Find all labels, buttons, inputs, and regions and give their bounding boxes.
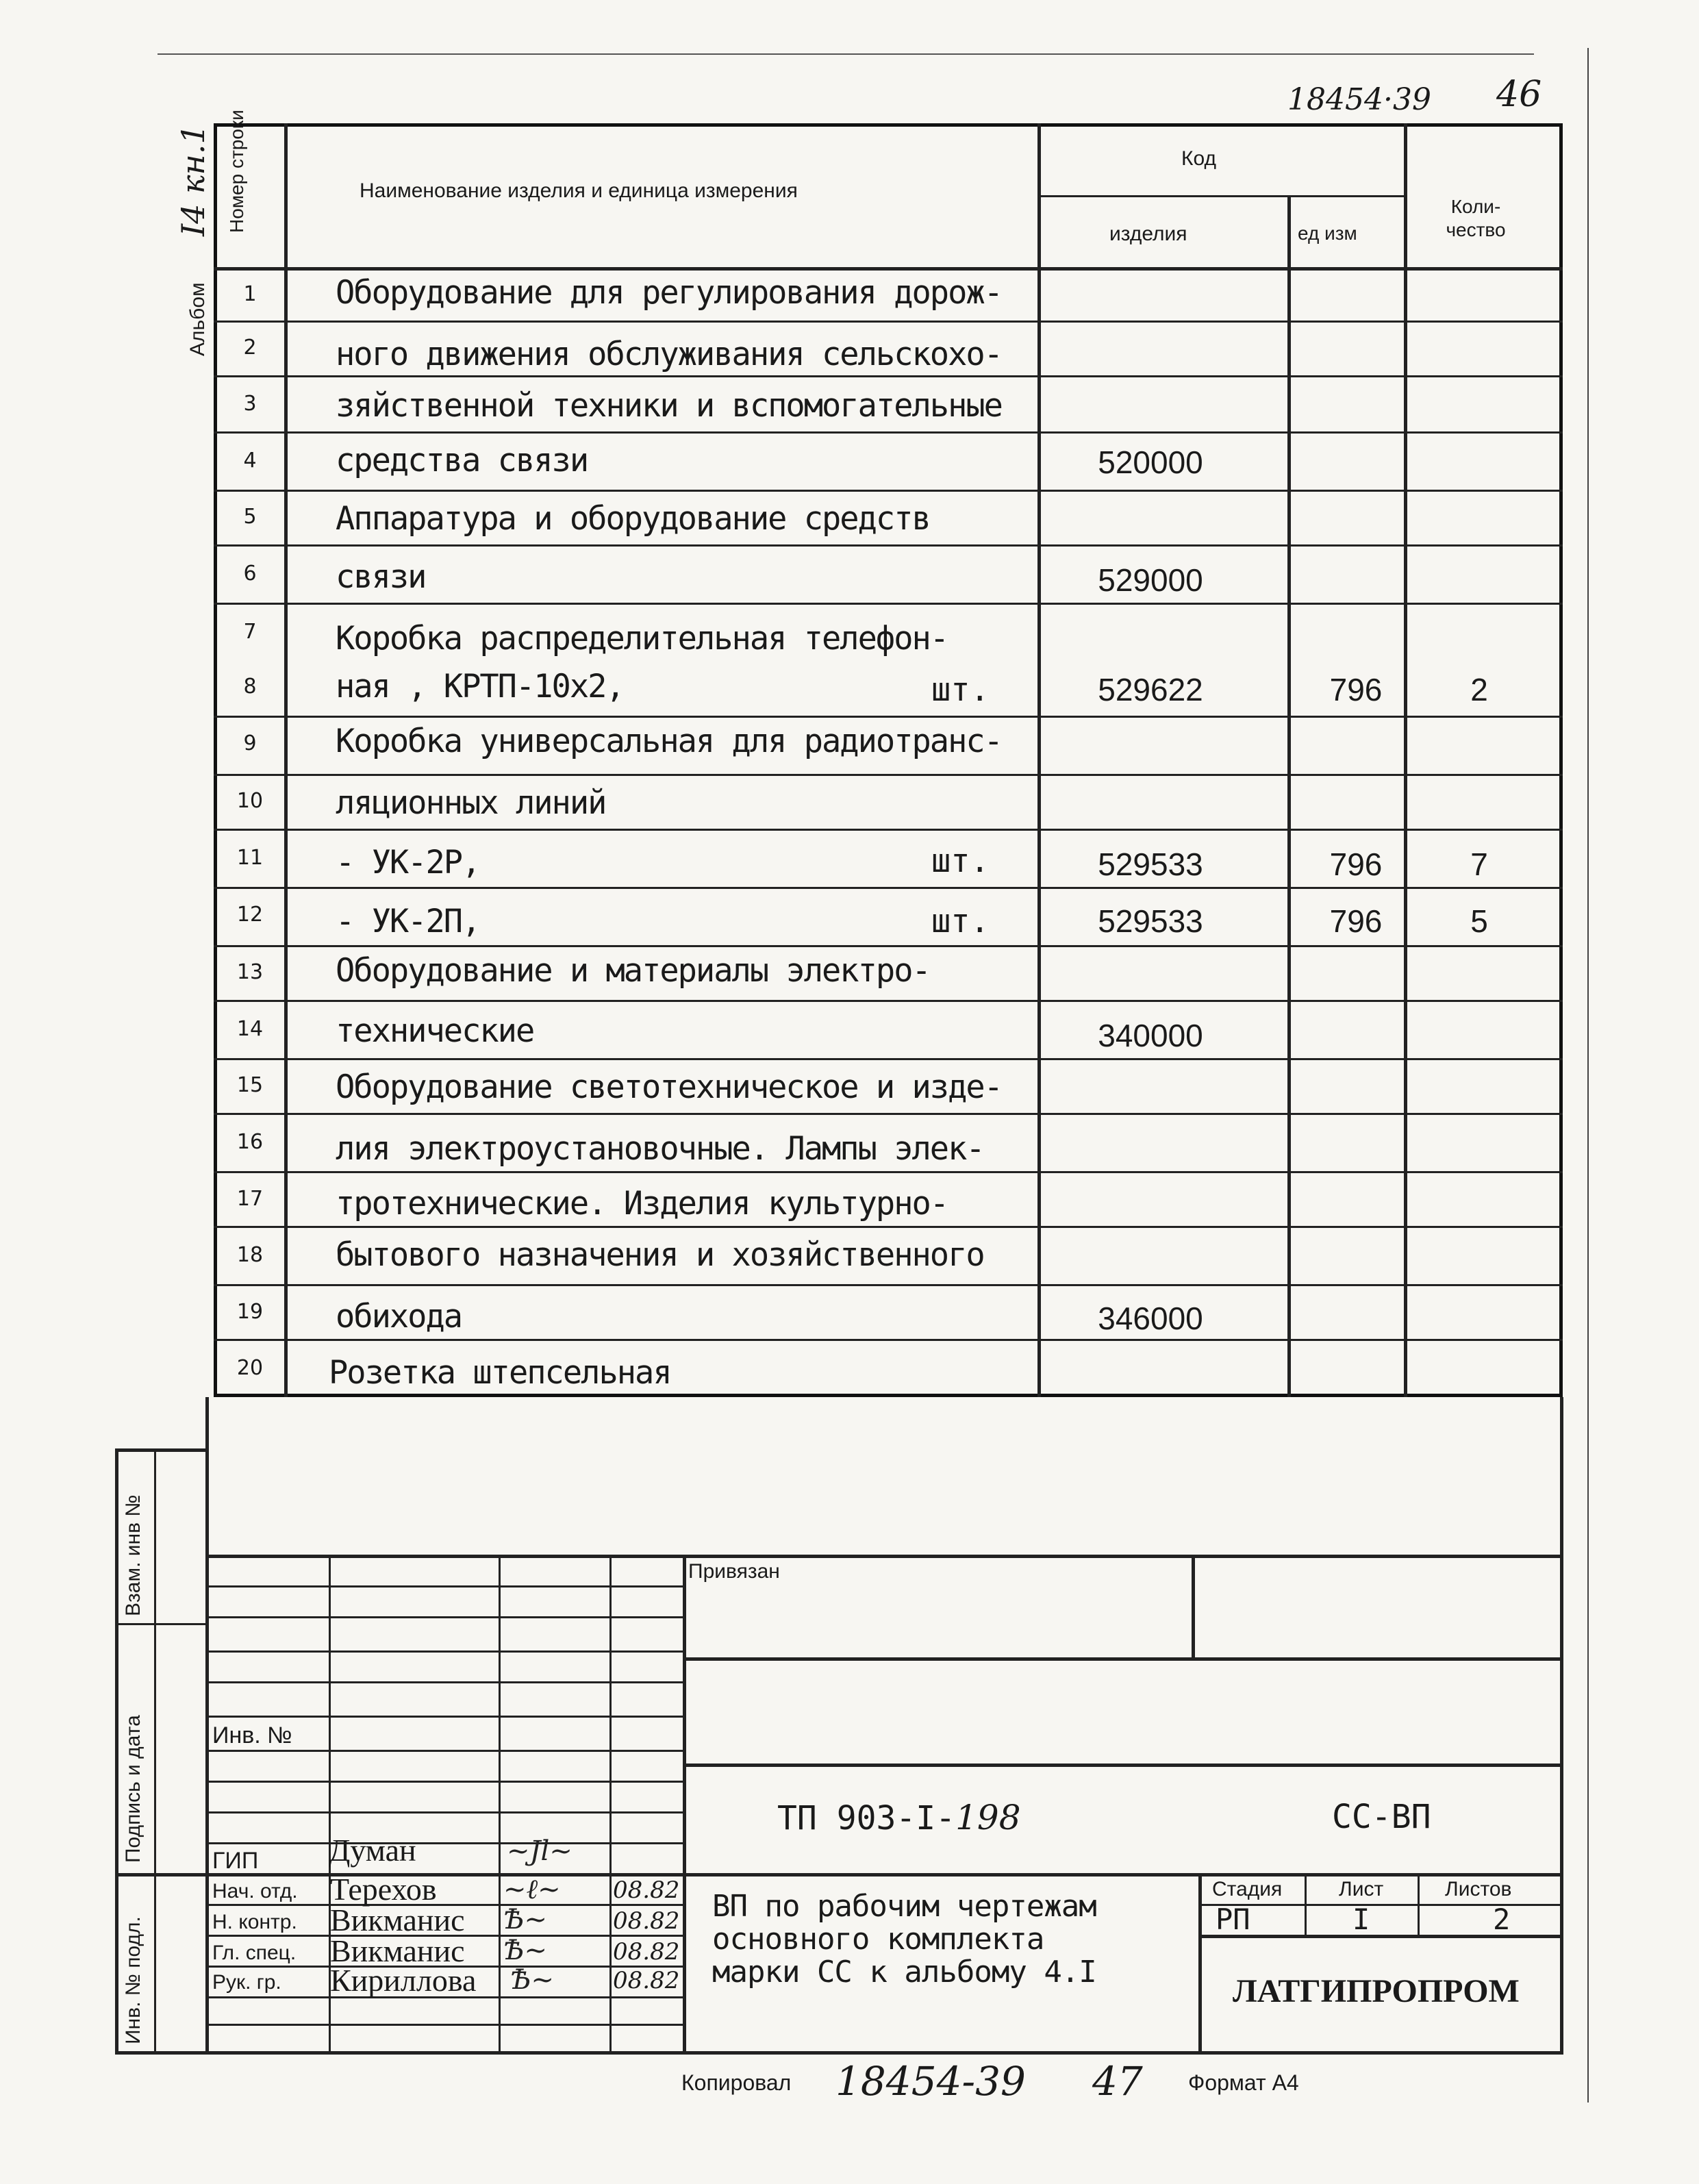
stamp-col-privyazan: [1192, 1555, 1195, 1657]
side-vzam-inv: Взам. инв №: [122, 1494, 144, 1616]
row-number: 18: [236, 1243, 264, 1267]
frame-left: [205, 1397, 209, 2055]
row-number: 5: [243, 505, 257, 529]
row-number: 13: [236, 960, 264, 984]
row-code: 346000: [1098, 1301, 1203, 1336]
stamp-role: Рук. гр.: [212, 1971, 281, 1994]
stamp-row: [205, 1842, 683, 1844]
row-unit-code: 796: [1329, 672, 1383, 707]
side-strip-left: [115, 1448, 118, 2051]
row-unit: шт.: [931, 903, 990, 940]
row-line: [214, 1284, 1563, 1286]
stamp-date: 08.82: [613, 1907, 680, 1935]
row-number: 11: [236, 846, 264, 870]
frame-right: [1560, 1397, 1563, 2055]
row-text: зяйственной техники и вспомогательные: [336, 387, 1002, 425]
row-line: [214, 490, 1563, 492]
side-strip-line: [115, 1623, 207, 1625]
stamp-tp-code-handwritten: 198: [955, 1798, 1021, 1837]
stamp-title-line: марки СС к альбому 4.I: [712, 1955, 1096, 1990]
row-quantity: 7: [1470, 846, 1488, 882]
stamp-person-name: Викманис: [330, 1903, 465, 1937]
side-strip-inner: [154, 1448, 156, 2051]
row-text: связи: [336, 558, 426, 596]
stamp-role: Н. контр.: [212, 1911, 297, 1933]
footer-copied-page: 47: [1092, 2058, 1143, 2105]
row-text: лия электроустановочные. Лампы элек-: [336, 1130, 984, 1168]
stamp-title-line: ВП по рабочим чертежам: [712, 1889, 1096, 1924]
row-code: 340000: [1098, 1018, 1203, 1053]
stamp-row: [205, 1616, 683, 1618]
row-line: [214, 1113, 1563, 1115]
stamp-title-top: [683, 1873, 1563, 1877]
row-unit: шт.: [931, 671, 990, 709]
stamp-title-line: основного комплекта: [712, 1922, 1044, 1957]
side-strip-top: [115, 1448, 207, 1452]
row-text: Аппаратура и оборудование средств: [336, 500, 930, 538]
header-row-number: Номер строки: [226, 110, 247, 233]
stamp-role: Нач. отд.: [212, 1880, 298, 1903]
row-text: технические: [336, 1012, 534, 1050]
row-text: бытового назначения и хозяйственного: [336, 1236, 984, 1274]
stamp-col: [499, 1555, 501, 2051]
row-line: [214, 1058, 1563, 1060]
header-bottom-line: [214, 267, 1563, 271]
row-number: 8: [243, 675, 257, 699]
row-text: Коробка универсальная для радиотранс-: [336, 723, 1002, 760]
row-line: [214, 945, 1563, 947]
row-text: тротехнические. Изделия культурно-: [336, 1185, 948, 1222]
row-line: [214, 716, 1563, 718]
row-code: 520000: [1098, 444, 1203, 480]
stamp-row: [205, 1716, 683, 1718]
row-number: 2: [243, 336, 257, 360]
stamp-row: [205, 1811, 683, 1813]
footer-copied-label: Копировал: [681, 2070, 792, 2095]
row-line: [214, 375, 1563, 377]
row-text: средства связи: [336, 442, 588, 479]
stamp-tp-code-printed: ТП 903-I-: [777, 1799, 956, 1837]
stamp-signature: Ѣ~: [503, 1904, 547, 1935]
stamp-sheet-label: Лист: [1339, 1878, 1384, 1900]
stamp-person-name: Думан: [329, 1833, 416, 1868]
row-code: 529622: [1098, 672, 1203, 707]
row-line: [214, 431, 1563, 434]
stamp-privyazan-bottom: [683, 1657, 1563, 1661]
row-line: [214, 1339, 1563, 1341]
header-code-unit: ед изм: [1298, 223, 1357, 244]
row-number: 7: [243, 620, 257, 644]
side-podpis-data: Подпись и дата: [122, 1715, 144, 1863]
row-number: 17: [236, 1187, 264, 1211]
row-line: [214, 887, 1563, 889]
row-quantity: 2: [1470, 672, 1488, 707]
page-edge-right: [1587, 48, 1589, 2103]
row-number: 1: [243, 282, 257, 306]
col-line-code: [1037, 123, 1041, 1397]
stamp-row: [205, 1681, 683, 1683]
top-rule: [158, 53, 1534, 55]
frame-bottom: [115, 2051, 1563, 2055]
stamp-signature: Ѣ~: [503, 1935, 547, 1966]
stamp-inv-no: Инв. №: [212, 1722, 292, 1748]
row-number: 3: [243, 392, 257, 416]
row-line: [214, 1226, 1563, 1228]
stamp-date: 08.82: [613, 1967, 680, 1994]
row-number: 14: [236, 1017, 264, 1041]
stamp-signature: ~ℓ~: [503, 1874, 561, 1905]
stamp-top: [205, 1555, 1563, 1558]
row-number: 20: [236, 1356, 264, 1380]
stamp-row: [205, 1750, 683, 1752]
row-unit: шт.: [931, 842, 990, 880]
row-line: [214, 774, 1563, 776]
row-number: 15: [236, 1073, 264, 1097]
stamp-privyazan: Привязан: [688, 1560, 780, 1583]
album-value: I4 кн.1: [175, 124, 212, 236]
row-line: [214, 321, 1563, 323]
row-code: 529533: [1098, 903, 1203, 939]
stamp-row: [205, 2024, 683, 2026]
row-number: 6: [243, 562, 257, 586]
row-code: 529000: [1098, 562, 1203, 598]
stamp-signature: Ѣ~: [510, 1964, 554, 1996]
row-line: [214, 1171, 1563, 1173]
header-qty: Коли-чество: [1446, 196, 1506, 240]
row-line: [214, 829, 1563, 831]
stamp-col-main: [683, 1555, 686, 2051]
stamp-organization: ЛАТГИПРОПРОМ: [1233, 1973, 1520, 2009]
stamp-date: 08.82: [613, 1938, 680, 1966]
row-text: ная , КРТП-10х2,: [336, 668, 624, 705]
row-text: ляционных линий: [336, 784, 606, 822]
footer-format: Формат А4: [1188, 2070, 1299, 2095]
stamp-col: [609, 1555, 612, 2051]
row-line: [214, 1000, 1563, 1002]
header-name: Наименование изделия и единица измерения: [360, 179, 798, 202]
album-label: Альбом: [186, 282, 209, 356]
stamp-role: Гл. спец.: [212, 1942, 297, 1964]
row-text: Розетка штепсельная: [329, 1354, 671, 1392]
row-quantity: 5: [1470, 903, 1488, 939]
stamp-col-stage: [1198, 1873, 1202, 2051]
row-number: 9: [243, 731, 257, 755]
stamp-tp-top: [683, 1763, 1563, 1767]
stamp-tp-code: [777, 1798, 1021, 1837]
stamp-person-name: Кириллова: [330, 1963, 477, 1998]
stamp-person-name: Викманис: [330, 1933, 465, 1968]
side-inv-podl: Инв. № подл.: [122, 1916, 144, 2044]
stamp-person-name: Терехов: [330, 1872, 437, 1907]
row-line: [214, 544, 1563, 547]
row-text: Оборудование светотехническое и изде-: [336, 1068, 1002, 1106]
row-number: 4: [243, 449, 257, 473]
stamp-signature: ~Jl~: [507, 1835, 572, 1867]
header-code-item: изделия: [1109, 223, 1187, 245]
stamp-role: ГИП: [212, 1848, 259, 1874]
row-text: - УК-2Р,: [336, 844, 480, 881]
stamp-sheets: 2: [1493, 1903, 1511, 1936]
row-number: 19: [236, 1300, 264, 1324]
col-line-qty: [1404, 123, 1407, 1397]
stamp-stage: РП: [1216, 1903, 1250, 1936]
page-number-handwritten: 46: [1496, 74, 1542, 115]
stamp-date: 08.82: [613, 1877, 680, 1904]
row-line: [214, 603, 1563, 605]
row-unit-code: 796: [1329, 846, 1383, 882]
row-number: 10: [236, 789, 264, 813]
stamp-row: [205, 1650, 683, 1653]
row-unit-code: 796: [1329, 903, 1383, 939]
stamp-stage-label: Стадия: [1212, 1878, 1283, 1900]
stamp-row: [205, 1585, 683, 1587]
stamp-title: [712, 1890, 1096, 1989]
row-number: 12: [236, 903, 264, 927]
stamp-row: [205, 1781, 683, 1783]
header-code: Код: [1181, 147, 1217, 170]
row-text: Оборудование и материалы электро-: [336, 952, 930, 990]
stamp-sheet: I: [1352, 1903, 1370, 1936]
row-text: ного движения обслуживания сельскохо-: [336, 336, 1002, 373]
doc-number-handwritten: 18454·39: [1287, 82, 1431, 117]
footer-copied-number: 18454-39: [835, 2058, 1026, 2105]
row-number: 16: [236, 1130, 264, 1154]
row-text: обихода: [336, 1298, 462, 1335]
header-mid-line: [1037, 195, 1404, 197]
stamp-sheets-label: Листов: [1445, 1878, 1512, 1900]
row-text: Оборудование для регулирования дорож-: [336, 274, 1002, 312]
stamp-mark: СС-ВП: [1332, 1798, 1431, 1836]
row-text: Коробка распределительная телефон-: [336, 620, 948, 657]
row-code: 529533: [1098, 846, 1203, 882]
row-text: - УК-2П,: [336, 903, 480, 940]
